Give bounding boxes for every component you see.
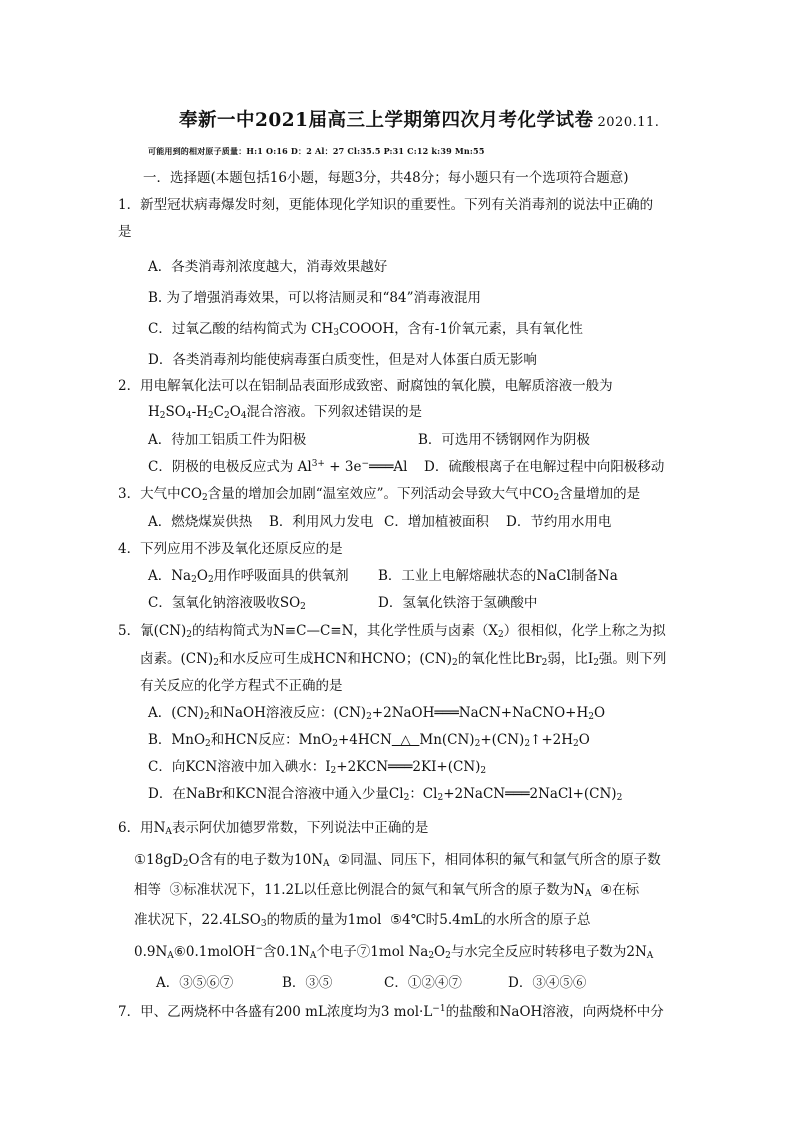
q2-option-a: A．待加工铝质工件为阳极 <box>148 432 307 448</box>
q3-option-b: B．利用风力发电 <box>269 514 374 530</box>
q5-stem-line2: 卤素。$(CN)_2$和水反应可生成HCN和HCNO；$(CN)_2$的氧化性比$Br_2$弱，比$I_2$强。则下列 <box>140 651 667 668</box>
q5-option-c: C．向KCN溶液中加入碘水：$I_2+2KCN═══2KI+(CN)_2$ <box>148 759 487 776</box>
q6-option-a: A．③⑤⑥⑦ <box>156 975 234 991</box>
section-heading: 一．选择题(本题包括16小题，每题3分，共48分；每小题只有一个选项符合题意) <box>143 170 629 186</box>
q4-option-a: A．$Na_2O_2$用作呼吸面具的供氧剂 <box>148 568 349 585</box>
q1-option-d: D．各类消毒剂均能使病毒蛋白质变性，但是对人体蛋白质无影响 <box>148 352 537 368</box>
q6-option-b: B．③⑤ <box>282 975 333 991</box>
q6-stem-line5: $0.9N_A⑥0.1molOH^-$含$0.1N_A$个电子⑦1mol $Na_2O_2$与水完全反应时转移电子数为$2N_A$ <box>134 944 654 961</box>
q6-stem-line1: 6．用$N_A$表示阿伏加德罗常数，下列说法中正确的是 <box>118 820 429 837</box>
q2-option-d: D．硫酸根离子在电解过程中向阳极移动 <box>424 459 665 475</box>
q6-stem-line4: 准状况下，$22.4LSO_3$的物质的量为1mol ⑤4℃时5.4mL的水所含的原子总 <box>134 912 591 929</box>
atomic-masses-note: 可能用到的相对原子质量：H:1 O:16 D：2 Al：27 Cl:35.5 P:31 C:12 k:39 Mn:55 <box>148 146 485 156</box>
exam-title <box>179 106 659 132</box>
q4-option-b: B．工业上电解熔融状态的NaCl制备Na <box>378 568 618 584</box>
q6-stem-line2: $①18gD_2O$含有的电子数为$10N_A$ ②同温、同压下，相同体积的氟气和氩气所含的原子数 <box>134 852 661 869</box>
q5-option-a: A．$(CN)_2$和NaOH溶液反应：$(CN)_2+2NaOH═══NaCN+NaCNO+H_2O$ <box>148 705 606 722</box>
q4-stem: 4．下列应用不涉及氧化还原反应的是 <box>118 541 343 557</box>
q7-stem-line1: 7．甲、乙两烧杯中各盛有200 mL浓度均为3 $mol\cdot L^{-1}$的盐酸和NaOH溶液，向两烧杯中分 <box>118 1004 664 1020</box>
q5-option-d: D．在NaBr和KCN混合溶液中通入少量$Cl_2$：$Cl_2+2NaCN═══2NaCl+(CN)_2$ <box>148 786 623 803</box>
q6-stem-line3: 相等 ③标准状况下，11.2L以任意比例混合的氮气和氧气所含的原子数为$N_A$ ④在标 <box>134 882 640 899</box>
q1-stem-line2: 是 <box>118 224 132 240</box>
q2-stem-line1: 2．用电解氧化法可以在铝制品表面形成致密、耐腐蚀的氧化膜，电解质溶液一般为 <box>118 378 613 394</box>
q5-stem-line3: 有关反应的化学方程式不正确的是 <box>140 678 343 694</box>
q1-option-c: C．过氧乙酸的结构简式为 $CH_3COOOH$，含有-1价氧元素，具有氧化性 <box>148 321 583 338</box>
q3-stem: 3．大气中$CO_2$含量的增加会加剧“温室效应”。下列活动会导致大气中$CO_2$含量增加的是 <box>118 486 641 503</box>
q3-option-c: C．增加植被面积 <box>384 514 489 530</box>
q5-stem-line1: 5．氰$(CN)_2$的结构简式为N≡C—C≡N，其化学性质与卤素$(X_2)$很相似，化学上称之为拟 <box>118 623 666 640</box>
q4-option-c: C．氢氧化钠溶液吸收$SO_2$ <box>148 595 306 612</box>
q6-option-d: D．③④⑤⑥ <box>508 975 587 991</box>
q3-option-d: D．节约用水用电 <box>506 514 612 530</box>
q1-stem-line1: 1．新型冠状病毒爆发时刻，更能体现化学知识的重要性。下列有关消毒剂的说法中正确的 <box>118 197 654 213</box>
q5-option-b: B．MnO$_2$和HCN反应：MnO$_2$+4HCN △ $Mn(CN)_2+(CN)_2↑+2H_2O$ <box>148 732 590 749</box>
q2-option-b: B．可选用不锈钢网作为阴极 <box>418 432 590 448</box>
q2-stem-line2: $H_2SO_4-H_2C_2O_4$混合溶液。下列叙述错误的是 <box>148 404 423 421</box>
q1-option-b: B. 为了增强消毒效果，可以将洁厕灵和“84”消毒液混用 <box>148 290 481 306</box>
q2-option-c: C．阴极的电极反应式为 $Al^{3+}$ + 3e−═══Al <box>148 459 408 475</box>
q1-option-a: A．各类消毒剂浓度越大，消毒效果越好 <box>148 259 388 275</box>
exam-title-text: 奉新一中2021届高三上学期第四次月考化学试卷 <box>179 110 594 131</box>
q6-option-c: C．①②④⑦ <box>384 975 462 991</box>
exam-date: 2020.11. <box>597 115 660 130</box>
q4-option-d: D．氢氧化铁溶于氢碘酸中 <box>378 595 538 611</box>
q3-option-a: A．燃烧煤炭供热 <box>148 514 253 530</box>
